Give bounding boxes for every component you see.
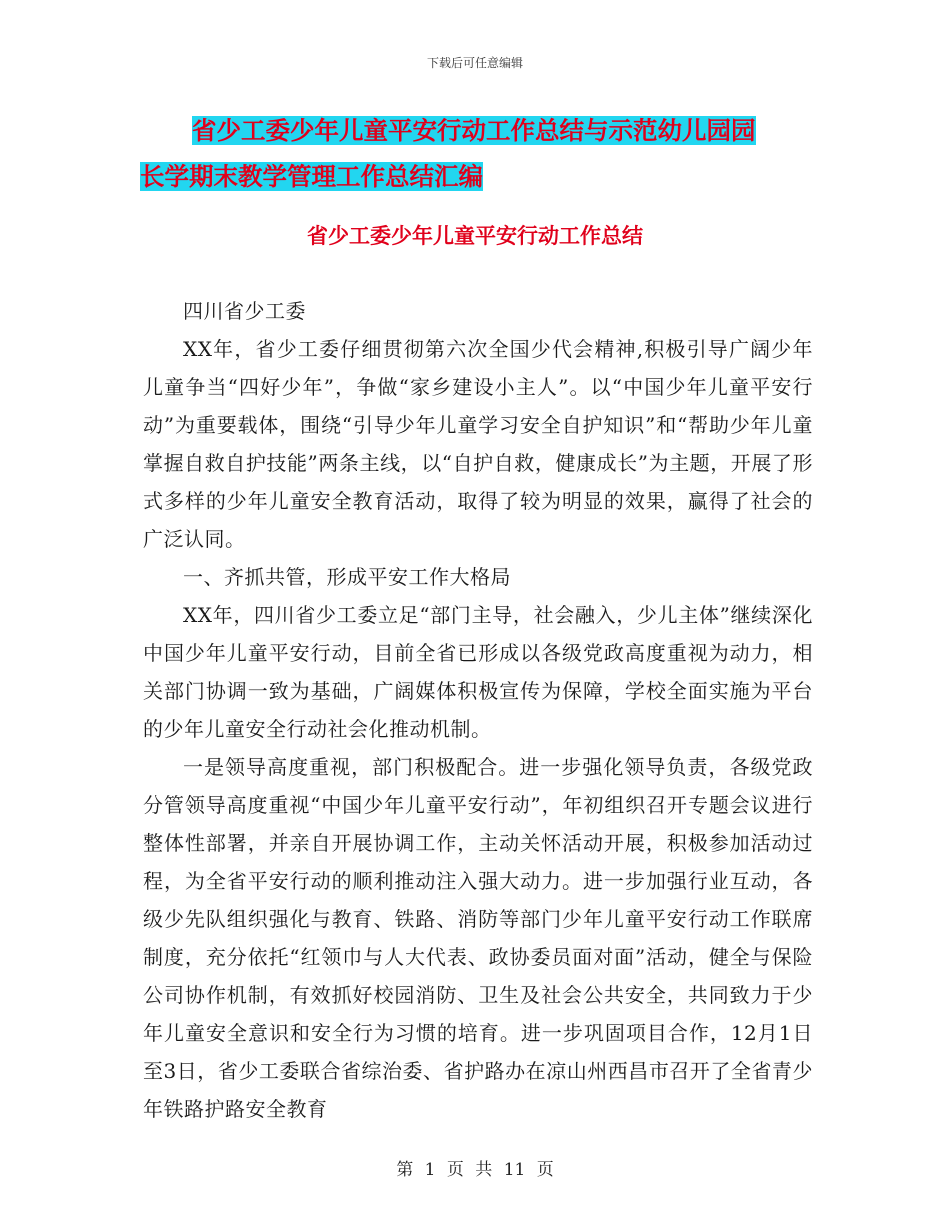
paragraph: XX年，省少工委仔细贯彻第六次全国少代会精神,积极引导广阔少年儿童争当“四好少年”，争做“家乡建设小主人”。以“中国少年儿童平安行动”为重要载体，围绕“引导少年儿童学习安全自护知识”和“帮助少年儿童掌握自救自护技能”两条主线，以“自护自救，健康成长”为主题，开展了形式多样的少年儿童安全教育活动，取得了较为明显的效果，赢得了社会的广泛认同。 bbox=[143, 337, 813, 551]
section-title: 省少工委少年儿童平安行动工作总结 bbox=[307, 224, 643, 248]
title-line-1: 省少工委少年儿童平安行动工作总结与示范幼儿园园 bbox=[192, 116, 756, 145]
body-text bbox=[143, 292, 813, 1128]
page-header-note: 下载后可任意编辑 bbox=[426, 56, 523, 70]
section-heading: 一、齐抓共管，形成平安工作大格局 bbox=[183, 565, 511, 589]
page-number: 第 1 页 共 11 页 bbox=[396, 1160, 554, 1180]
document-title bbox=[140, 108, 810, 200]
author-line: 四川省少工委 bbox=[183, 299, 306, 323]
paragraph: XX年，四川省少工委立足“部门主导，社会融入，少儿主体”继续深化中国少年儿童平安行动，目前全省已形成以各级党政高度重视为动力，相关部门协调一致为基础，广阔媒体积极宣传为保障，学校全面实施为平台的少年儿童安全行动社会化推动机制。 bbox=[143, 603, 813, 741]
title-line-2: 长学期末教学管理工作总结汇编 bbox=[140, 162, 483, 191]
paragraph: 一是领导高度重视，部门积极配合。进一步强化领导负责，各级党政分管领导高度重视“中国少年儿童平安行动”，年初组织召开专题会议进行整体性部署，并亲自开展协调工作，主动关怀活动开展，积极参加活动过程，为全省平安行动的顺利推动注入强大动力。进一步加强行业互动，各级少先队组织强化与教育、铁路、消防等部门少年儿童平安行动工作联席制度，充分依托“红领巾与人大代表、政协委员面对面”活动，健全与保险公司协作机制，有效抓好校园消防、卫生及社会公共安全，共同致力于少年儿童安全意识和安全行为习惯的培育。进一步巩固项目合作，12月1日至3日，省少工委联合省综治委、省护路办在凉山州西昌市召开了全省青少年铁路护路安全教育 bbox=[143, 755, 813, 1121]
